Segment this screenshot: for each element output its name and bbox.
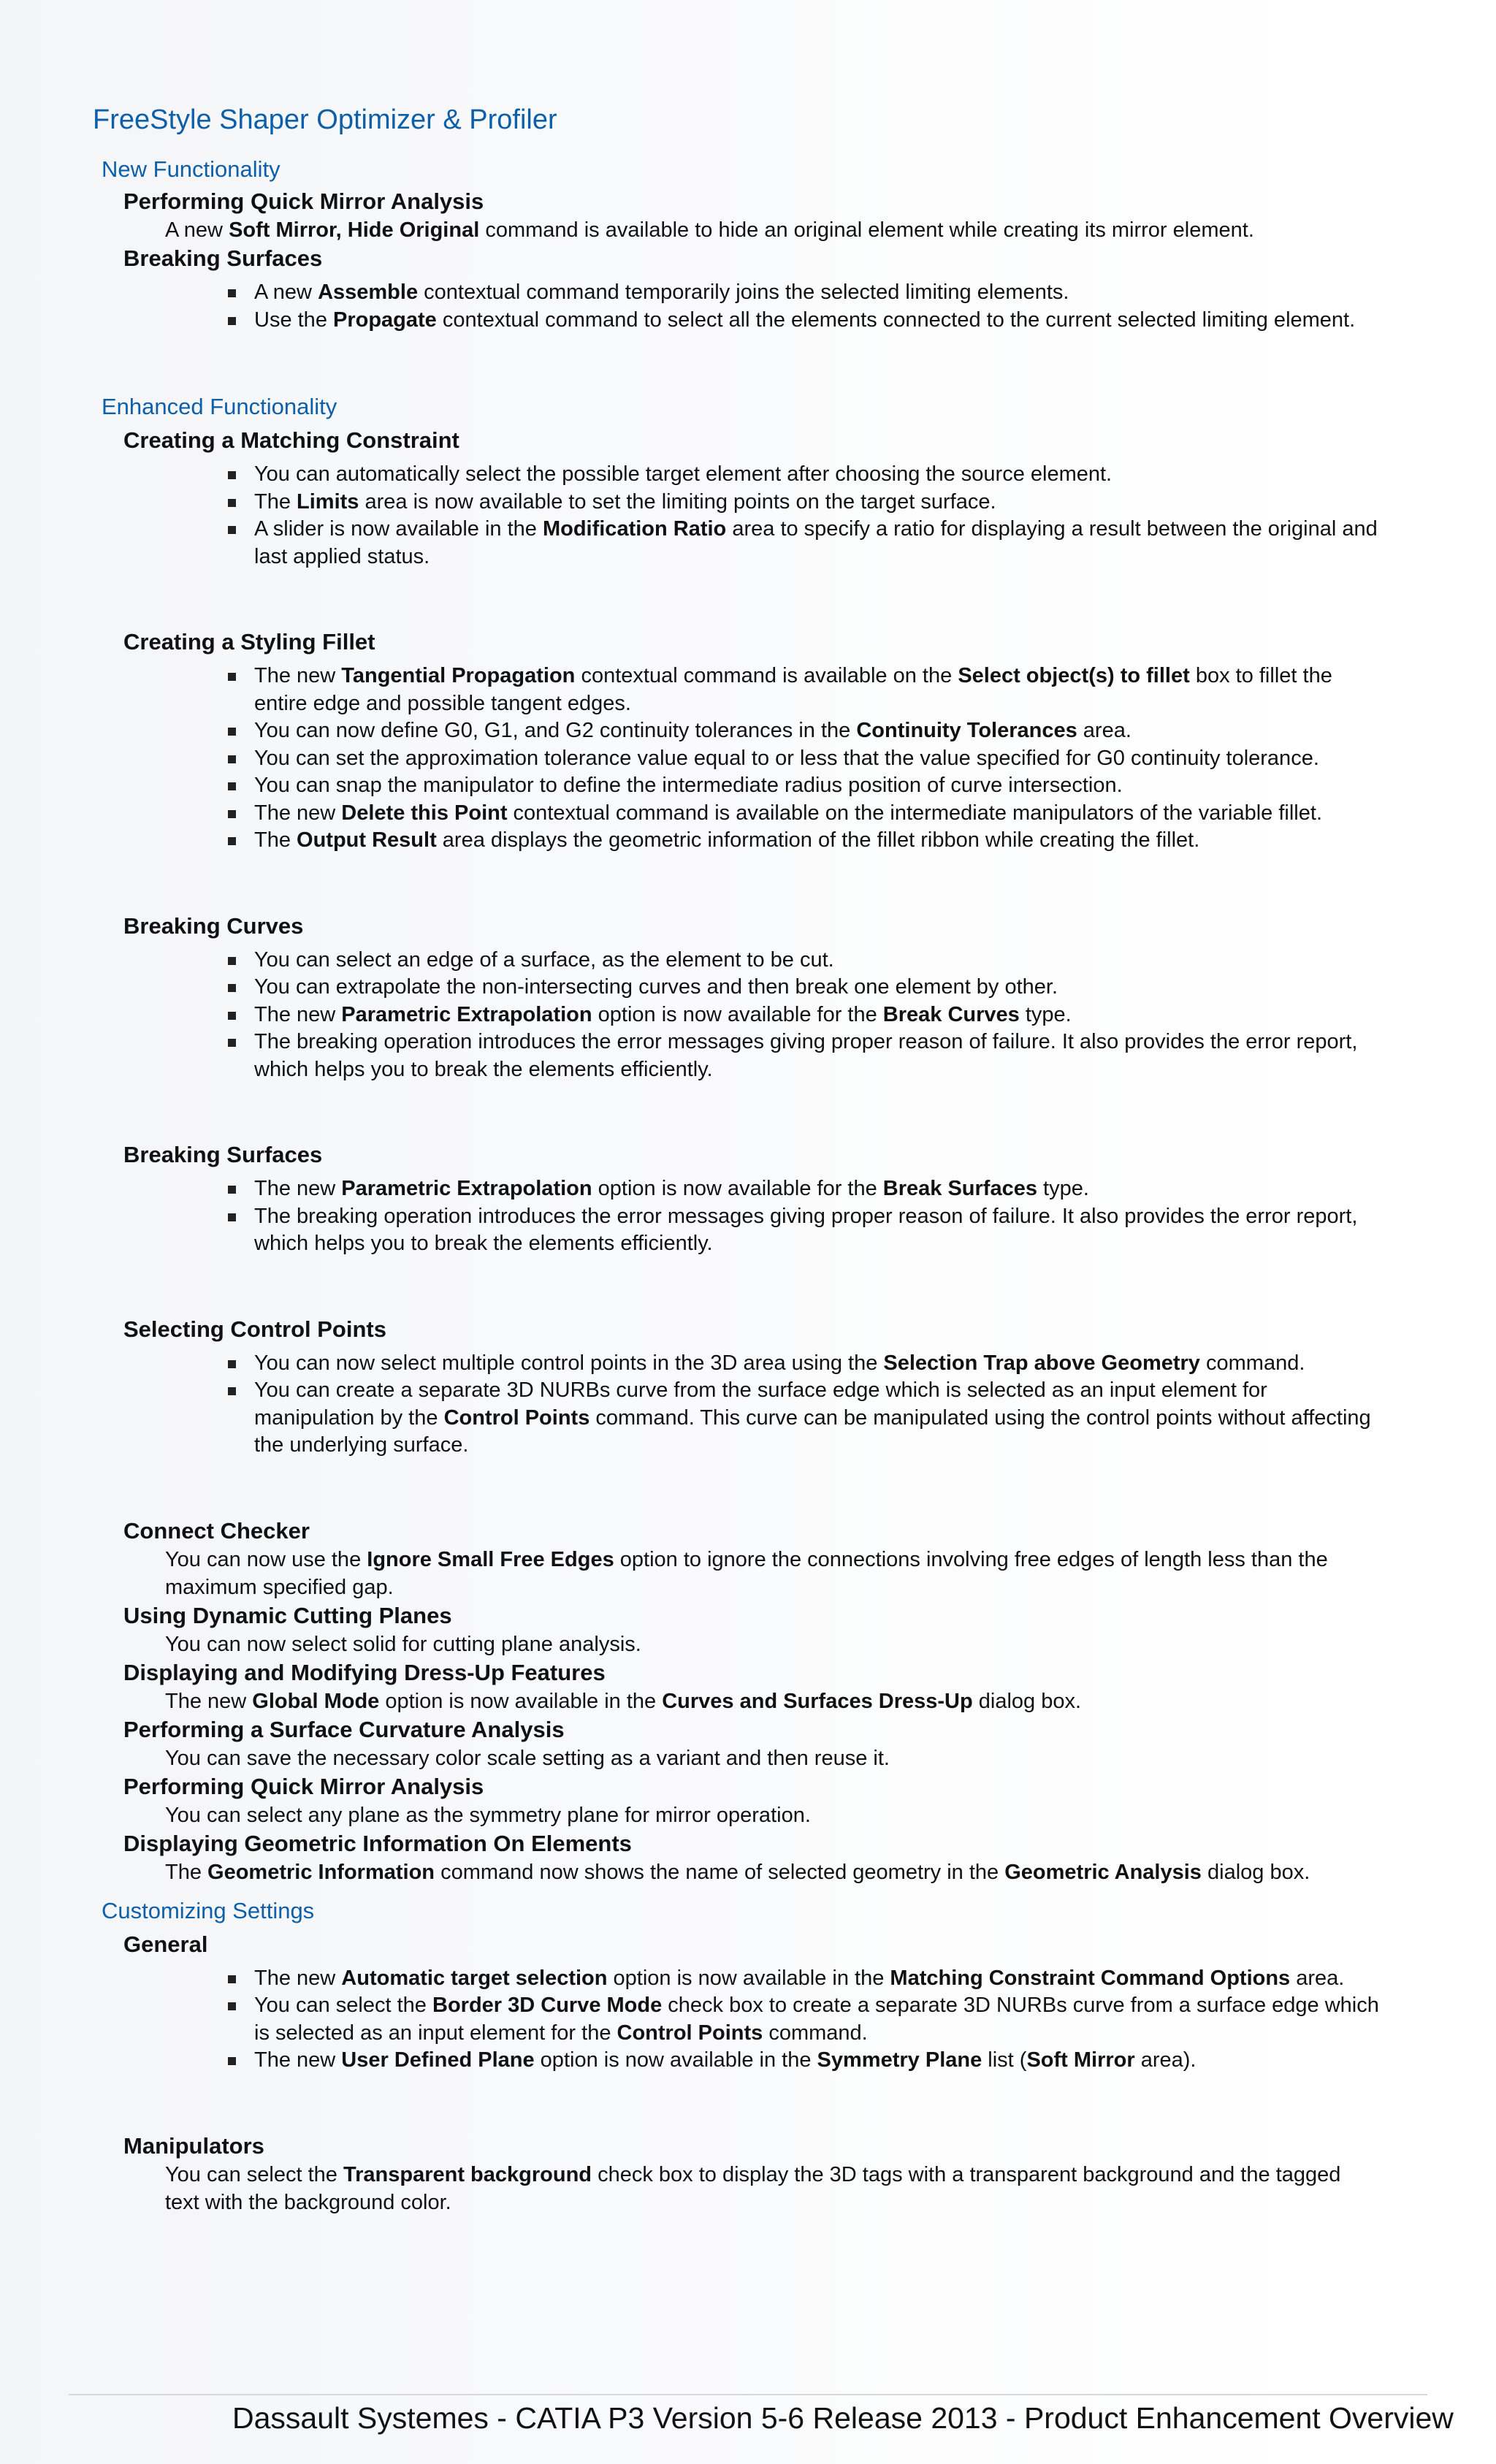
subsection-paragraph: A new Soft Mirror, Hide Original command is available to hide an original element while creating its mirror element. — [165, 218, 1254, 242]
bullet-square-icon — [228, 957, 236, 965]
subsection — [0, 1315, 1496, 1460]
list-item: The new Delete this Point contextual command is available on the intermediate manipulators of the variable fillet. — [254, 800, 1379, 828]
bullet-square-icon — [228, 471, 236, 479]
bold-term: Border 3D Curve Mode — [432, 1994, 663, 2017]
bullet-square-icon — [228, 1186, 236, 1194]
bold-term: Propagate — [333, 308, 437, 332]
bold-term: Control Points — [443, 1405, 590, 1430]
bullet-square-icon — [228, 728, 236, 736]
bold-term: Geometric Analysis — [1004, 1860, 1202, 1884]
subsection-title: Displaying Geometric Information On Elements — [123, 1830, 632, 1856]
bullet-square-icon — [228, 673, 236, 681]
bold-term: Delete this Point — [341, 801, 508, 825]
bullet-square-icon — [228, 317, 236, 325]
bold-term: Curves and Surfaces Dress-Up — [662, 1689, 973, 1713]
bold-term: Selection Trap above Geometry — [883, 1351, 1200, 1375]
list-item: The new Parametric Extrapolation option is now available for the Break Curves type. — [254, 1002, 1379, 1029]
bold-term: Select object(s) to fillet — [958, 664, 1190, 687]
subsection-title: Breaking Surfaces — [123, 1142, 323, 1167]
subsection — [0, 1658, 1496, 1715]
bullet-square-icon — [228, 984, 236, 992]
bullet-square-icon — [228, 755, 236, 763]
list-item: A new Assemble contextual command temporarily joins the selected limiting elements. — [254, 279, 1379, 307]
list-item: You can extrapolate the non-intersecting curves and then break one element by other. — [254, 974, 1379, 1002]
bullet-square-icon — [228, 289, 236, 297]
bullet-square-icon — [228, 2057, 236, 2065]
bold-term: Continuity Tolerances — [856, 719, 1077, 742]
bold-term: Ignore Small Free Edges — [367, 1547, 614, 1571]
list-item: You can now select multiple control points in the 3D area using the Selection Trap above Geometry command. — [254, 1350, 1379, 1378]
subsection — [0, 1930, 1496, 2075]
document-title: FreeStyle Shaper Optimizer & Profiler — [93, 104, 557, 135]
section — [0, 391, 1496, 1886]
subsection — [0, 912, 1496, 1084]
list-item: Use the Propagate contextual command to select all the elements connected to the current selected limiting element. — [254, 307, 1379, 335]
bold-term: Symmetry Plane — [817, 2048, 982, 2072]
subsection-title: Breaking Surfaces — [123, 245, 323, 271]
subsection-paragraph: You can now use the Ignore Small Free Edges option to ignore the connections involving free edges of length less than the maximum specified gap. — [165, 1547, 1328, 1599]
subsection-title: Creating a Matching Constraint — [123, 427, 459, 453]
subsection-paragraph: You can save the necessary color scale setting as a variant and then reuse it. — [165, 1746, 890, 1770]
bold-term: Assemble — [318, 281, 419, 304]
section-heading: Customizing Settings — [102, 1897, 315, 1923]
bullet-list — [0, 1965, 1379, 2075]
subsection — [0, 2132, 1496, 2216]
bold-term: Global Mode — [252, 1689, 380, 1713]
subsection-paragraph: You can select any plane as the symmetry plane for mirror operation. — [165, 1803, 811, 1827]
list-item: The new User Defined Plane option is now available in the Symmetry Plane list (Soft Mirror area). — [254, 2047, 1379, 2075]
bullet-square-icon — [228, 1012, 236, 1020]
subsection-title: Using Dynamic Cutting Planes — [123, 1602, 452, 1628]
list-item: A slider is now available in the Modification Ratio area to specify a ratio for displaying a result between the original and last applied status. — [254, 516, 1379, 571]
bold-term: Break Curves — [882, 1002, 1020, 1026]
sections-container — [0, 153, 1496, 2216]
subsection-title: Connect Checker — [123, 1517, 310, 1544]
section — [0, 1895, 1496, 2216]
list-item: The Limits area is now available to set the limiting points on the target surface. — [254, 489, 1379, 516]
section-heading: New Functionality — [102, 156, 280, 182]
bullet-square-icon — [228, 1975, 236, 1983]
subsection-paragraph: The Geometric Information command now shows the name of selected geometry in the Geometric Analysis dialog box. — [165, 1860, 1310, 1884]
section-heading: Enhanced Functionality — [102, 394, 337, 419]
subsection-title: Creating a Styling Fillet — [123, 629, 375, 655]
subsection-title: Performing a Surface Curvature Analysis — [123, 1716, 565, 1742]
section — [0, 153, 1496, 334]
bold-term: Modification Ratio — [542, 517, 727, 541]
subsection — [0, 628, 1496, 855]
bullet-list — [0, 279, 1379, 334]
list-item: The Output Result area displays the geometric information of the fillet ribbon while creating the fillet. — [254, 827, 1379, 855]
bold-term: Transparent background — [343, 2162, 592, 2186]
bold-term: Soft Mirror, Hide Original — [229, 218, 480, 242]
subsection-title: Selecting Control Points — [123, 1316, 386, 1342]
list-item: You can set the approximation tolerance value equal to or less that the value specified for G0 continuity tolerance. — [254, 745, 1379, 773]
bold-term: Break Surfaces — [882, 1177, 1037, 1200]
bullet-list — [0, 1350, 1379, 1460]
subsection-title: Displaying and Modifying Dress-Up Features — [123, 1659, 606, 1685]
bold-term: Matching Constraint Command Options — [890, 1966, 1291, 1990]
bullet-square-icon — [228, 782, 236, 790]
subsection — [0, 1829, 1496, 1886]
subsection — [0, 1715, 1496, 1772]
bullet-square-icon — [228, 810, 236, 818]
bold-term: Soft Mirror — [1026, 2048, 1135, 2072]
subsection — [0, 426, 1496, 571]
list-item: You can select an edge of a surface, as the element to be cut. — [254, 947, 1379, 974]
bold-term: User Defined Plane — [341, 2048, 535, 2072]
footer-text: Dassault Systemes - CATIA P3 Version 5-6 Release 2013 - Product Enhancement Overview — [232, 2401, 1454, 2435]
bold-term: Automatic target selection — [341, 1966, 608, 1990]
list-item: You can create a separate 3D NURBs curve from the surface edge which is selected as an input element for manipulation by the Control Points command. This curve can be manipulated using the control points without affecting the underlying surface. — [254, 1377, 1379, 1460]
subsection-title: Performing Quick Mirror Analysis — [123, 188, 484, 214]
subsection-title: Performing Quick Mirror Analysis — [123, 1773, 484, 1799]
list-item: You can snap the manipulator to define the intermediate radius position of curve intersection. — [254, 772, 1379, 800]
subsection-paragraph: The new Global Mode option is now available in the Curves and Surfaces Dress-Up dialog box. — [165, 1689, 1082, 1713]
bullet-list — [0, 461, 1379, 571]
footer-divider — [69, 2394, 1427, 2395]
bullet-square-icon — [228, 1213, 236, 1221]
list-item: You can select the Border 3D Curve Mode check box to create a separate 3D NURBs curve from a surface edge which is selected as an input element for the Control Points command. — [254, 1992, 1379, 2047]
list-item: You can automatically select the possible target element after choosing the source element. — [254, 461, 1379, 489]
bullet-square-icon — [228, 1387, 236, 1395]
bold-term: Output Result — [297, 828, 437, 852]
bullet-square-icon — [228, 1039, 236, 1047]
bullet-square-icon — [228, 2002, 236, 2010]
list-item: The new Tangential Propagation contextual command is available on the Select object(s) to fillet box to fillet the entire edge and possible tangent edges. — [254, 663, 1379, 717]
bullet-list — [0, 1175, 1379, 1258]
subsection-paragraph: You can now select solid for cutting plane analysis. — [165, 1632, 641, 1656]
bullet-square-icon — [228, 837, 236, 845]
bold-term: Parametric Extrapolation — [341, 1002, 592, 1026]
subsection — [0, 1517, 1496, 1601]
list-item: You can now define G0, G1, and G2 continuity tolerances in the Continuity Tolerances area. — [254, 717, 1379, 745]
subsection — [0, 1601, 1496, 1658]
bullet-square-icon — [228, 499, 236, 507]
bold-term: Control Points — [617, 2021, 763, 2045]
bold-term: Parametric Extrapolation — [341, 1177, 592, 1200]
bullet-list — [0, 947, 1379, 1084]
subsection — [0, 1772, 1496, 1829]
bold-term: Limits — [297, 489, 359, 514]
bullet-square-icon — [228, 526, 236, 534]
bold-term: Geometric Information — [207, 1860, 435, 1884]
bullet-list — [0, 663, 1379, 855]
subsection — [0, 187, 1496, 244]
list-item: The breaking operation introduces the error messages giving proper reason of failure. It also provides the error report, which helps you to break the elements efficiently. — [254, 1203, 1379, 1258]
bold-term: Tangential Propagation — [341, 664, 576, 687]
subsection-title: General — [123, 1931, 208, 1957]
bullet-square-icon — [228, 1360, 236, 1368]
subsection — [0, 1140, 1496, 1258]
list-item: The new Parametric Extrapolation option is now available for the Break Surfaces type. — [254, 1175, 1379, 1203]
list-item: The breaking operation introduces the error messages giving proper reason of failure. It also provides the error report, which helps you to break the elements efficiently. — [254, 1029, 1379, 1083]
list-item: The new Automatic target selection option is now available in the Matching Constraint Command Options area. — [254, 1965, 1379, 1993]
subsection-title: Manipulators — [123, 2132, 264, 2159]
subsection — [0, 244, 1496, 334]
subsection-paragraph: You can select the Transparent background check box to display the 3D tags with a transparent background and the tagged text with the background color. — [165, 2162, 1341, 2214]
subsection-title: Breaking Curves — [123, 912, 304, 939]
